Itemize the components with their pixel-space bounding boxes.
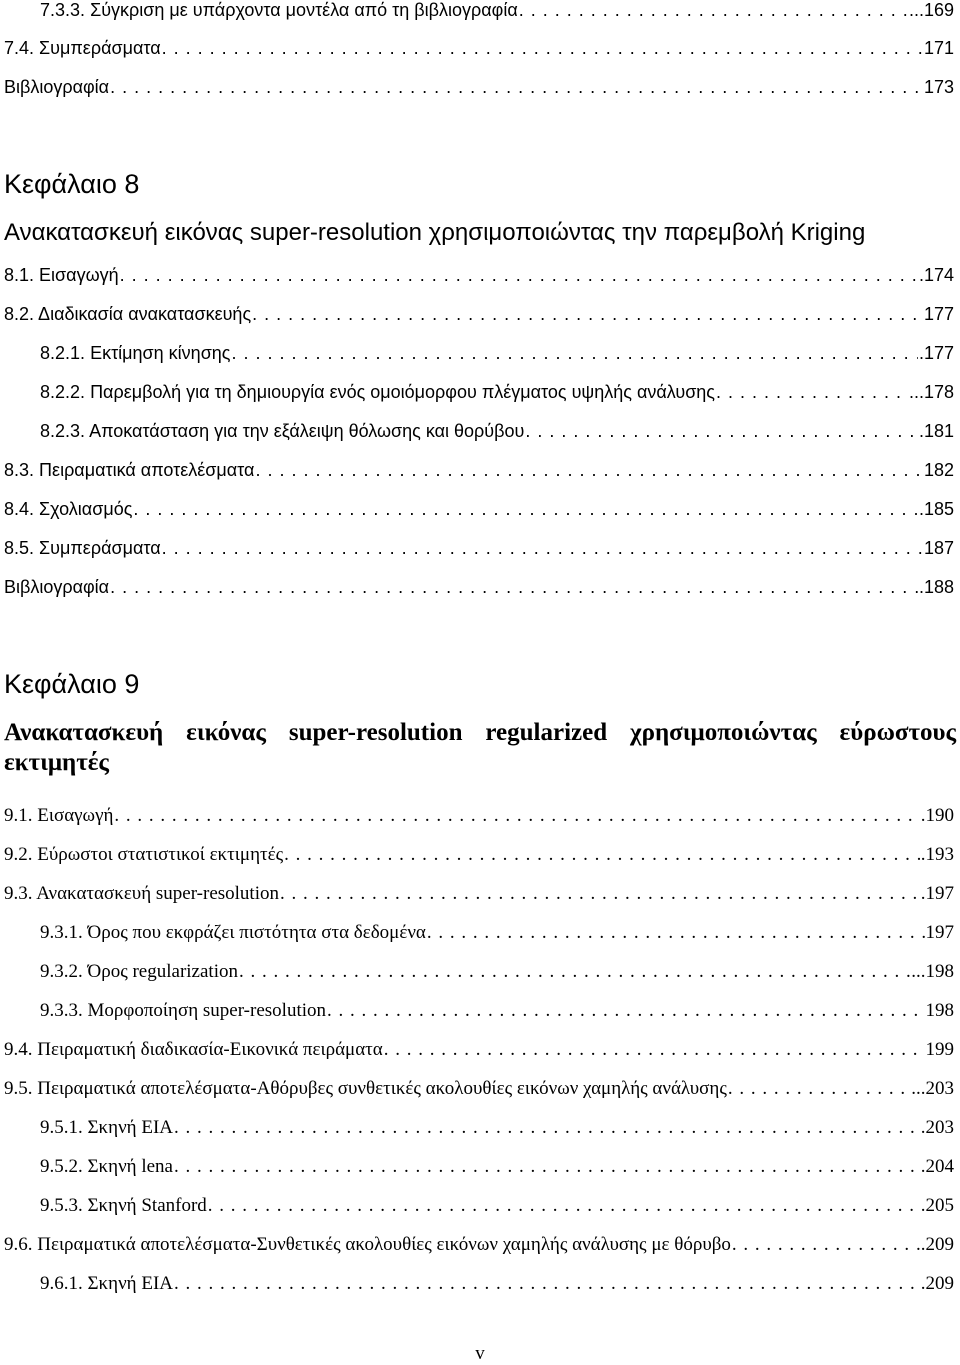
leader-dots — [162, 536, 923, 560]
toc-entry-label: 8.2. Διαδικασία ανακατασκευής — [4, 304, 252, 324]
toc-entry[interactable] — [40, 1116, 954, 1140]
toc-entry[interactable] — [40, 1272, 954, 1296]
toc-page-number: 182 — [923, 460, 954, 480]
toc-entry[interactable] — [40, 380, 954, 404]
leader-dots — [133, 497, 918, 521]
leader-dots — [162, 36, 923, 60]
toc-page-number: 173 — [923, 77, 954, 97]
toc-entry[interactable] — [40, 341, 954, 365]
toc-entry-label: 9.4. Πειραματική διαδικασία-Εικονικά πειράματα — [4, 1039, 383, 1060]
toc-entry[interactable] — [4, 1038, 954, 1062]
toc-entry[interactable] — [4, 843, 954, 867]
toc-page-number: .174 — [918, 265, 954, 285]
toc-entry[interactable] — [40, 960, 954, 984]
leader-dots — [120, 263, 918, 287]
leader-dots — [525, 419, 918, 443]
toc-page-number: .197 — [920, 883, 954, 904]
toc-entry[interactable] — [4, 575, 954, 599]
toc-entry[interactable] — [4, 36, 954, 60]
leader-dots — [232, 341, 918, 365]
toc-page-number: ...169 — [908, 0, 954, 20]
toc-entry-label: 8.2.1. Εκτίμηση κίνησης — [40, 343, 231, 363]
toc-entry-label: 8.5. Συμπεράσματα — [4, 538, 161, 558]
toc-entry[interactable] — [4, 882, 954, 906]
leader-dots — [252, 302, 923, 326]
toc-page-number: ...178 — [908, 382, 954, 402]
toc-page-number: .188 — [918, 577, 954, 597]
toc-entry-label: 9.2. Εύρωστοι στατιστικοί εκτιμητές — [4, 844, 284, 865]
toc-entry[interactable] — [4, 458, 954, 482]
toc-entry-label: 9.3.1. Όρος που εκφράζει πιστότητα στα δεδομένα — [40, 922, 426, 943]
toc-entry[interactable] — [40, 999, 954, 1023]
chapter-title: Ανακατασκευή εικόνας super-resolution regularized χρησιμοποιώντας εύρωστους εκτιμητές — [4, 719, 956, 776]
toc-entry-label: 8.4. Σχολιασμός — [4, 499, 133, 519]
toc-entry-label: 9.1. Εισαγωγή — [4, 805, 114, 826]
leader-dots — [239, 960, 910, 984]
leader-dots — [728, 1077, 910, 1101]
toc-page-number: .205 — [920, 1195, 954, 1216]
toc-entry-label: 9.6.1. Σκηνή EIA — [40, 1273, 173, 1294]
toc-page-number: .203 — [920, 1117, 954, 1138]
toc-entry-label: 8.1. Εισαγωγή — [4, 265, 119, 285]
toc-page-number: .185 — [918, 499, 954, 519]
toc-entry[interactable] — [40, 419, 954, 443]
leader-dots — [174, 1116, 920, 1140]
toc-entry-label: 9.3.2. Όρος regularization — [40, 961, 238, 982]
toc-page-number: 198 — [925, 1000, 954, 1021]
chapter-heading: Κεφάλαιο 9 — [4, 669, 140, 699]
toc-page-number: .181 — [918, 421, 954, 441]
toc-page-number: .190 — [920, 805, 954, 826]
leader-dots — [519, 0, 908, 22]
toc-entry-label: Βιβλιογραφία — [4, 77, 110, 97]
toc-entry[interactable] — [40, 921, 954, 945]
toc-page-number: 199 — [925, 1039, 954, 1060]
toc-entry-label: 8.2.2. Παρεμβολή για τη δημιουργία ενός ομοιόμορφου πλέγματος υψηλής ανάλυσης — [40, 382, 715, 402]
toc-page-number: ...198 — [911, 961, 954, 982]
chapter-title: Ανακατασκευή εικόνας super-resolution χρησιμοποιώντας την παρεμβολή Kriging — [4, 219, 866, 246]
leader-dots — [427, 921, 925, 945]
leader-dots — [732, 1233, 915, 1257]
toc-page-number: 177 — [923, 304, 954, 324]
toc-page-number: ..209 — [916, 1234, 954, 1255]
toc-entry-label: 9.5.3. Σκηνή Stanford — [40, 1195, 207, 1216]
page-number: v — [475, 1343, 485, 1364]
leader-dots — [255, 458, 923, 482]
toc-entry-label: Βιβλιογραφία — [4, 577, 110, 597]
toc-entry[interactable] — [4, 536, 954, 560]
toc-entry[interactable] — [4, 302, 954, 326]
leader-dots — [384, 1038, 925, 1062]
toc-entry-label: 9.6. Πειραματικά αποτελέσματα-Συνθετικές ακολουθίες εικόνων χαμηλής ανάλυσης με θόρυβο — [4, 1234, 731, 1255]
leader-dots — [284, 843, 920, 867]
leader-dots — [716, 380, 908, 404]
toc-entry[interactable] — [4, 804, 954, 828]
toc-entry-label: 8.2.3. Αποκατάσταση για την εξάλειψη θόλωσης και θορύβου — [40, 421, 525, 441]
toc-page-number: .209 — [920, 1273, 954, 1294]
toc-entry-label: 9.5.1. Σκηνή EIA — [40, 1117, 173, 1138]
toc-entry-label: 9.3. Ανακατασκευή super-resolution — [4, 883, 279, 904]
leader-dots — [110, 75, 923, 99]
chapter-heading: Κεφάλαιο 8 — [4, 169, 140, 199]
toc-entry-label: 7.4. Συμπεράσματα — [4, 38, 161, 58]
toc-entry-label: 9.3.3. Μορφοποίηση super-resolution — [40, 1000, 327, 1021]
toc-page-number: .204 — [920, 1156, 954, 1177]
toc-entry[interactable] — [4, 1233, 954, 1257]
toc-page-number: 197 — [925, 922, 954, 943]
leader-dots — [114, 804, 919, 828]
toc-entry[interactable] — [4, 75, 954, 99]
toc-entry[interactable] — [40, 1155, 954, 1179]
leader-dots — [208, 1194, 920, 1218]
toc-entry-label: 7.3.3. Σύγκριση με υπάρχοντα μοντέλα από τη βιβλιογραφία — [40, 0, 518, 20]
leader-dots — [110, 575, 918, 599]
toc-entry[interactable] — [40, 1194, 954, 1218]
toc-page-number: .193 — [920, 844, 954, 865]
toc-entry[interactable] — [40, 0, 954, 22]
toc-entry-label: 9.5. Πειραματικά αποτελέσματα-Αθόρυβες συνθετικές ακολουθίες εικόνων χαμηλής ανάλυσης — [4, 1078, 727, 1099]
leader-dots — [174, 1155, 920, 1179]
toc-page-number: ...203 — [911, 1078, 954, 1099]
toc-entry[interactable] — [4, 263, 954, 287]
toc-page-number: .177 — [918, 343, 954, 363]
toc-page-number: 171 — [923, 38, 954, 58]
leader-dots — [327, 999, 924, 1023]
toc-entry-label: 9.5.2. Σκηνή lena — [40, 1156, 173, 1177]
toc-entry[interactable] — [4, 497, 954, 521]
leader-dots — [174, 1272, 920, 1296]
toc-page-number: 187 — [923, 538, 954, 558]
toc-entry[interactable] — [4, 1077, 954, 1101]
leader-dots — [280, 882, 920, 906]
toc-entry-label: 8.3. Πειραματικά αποτελέσματα — [4, 460, 255, 480]
